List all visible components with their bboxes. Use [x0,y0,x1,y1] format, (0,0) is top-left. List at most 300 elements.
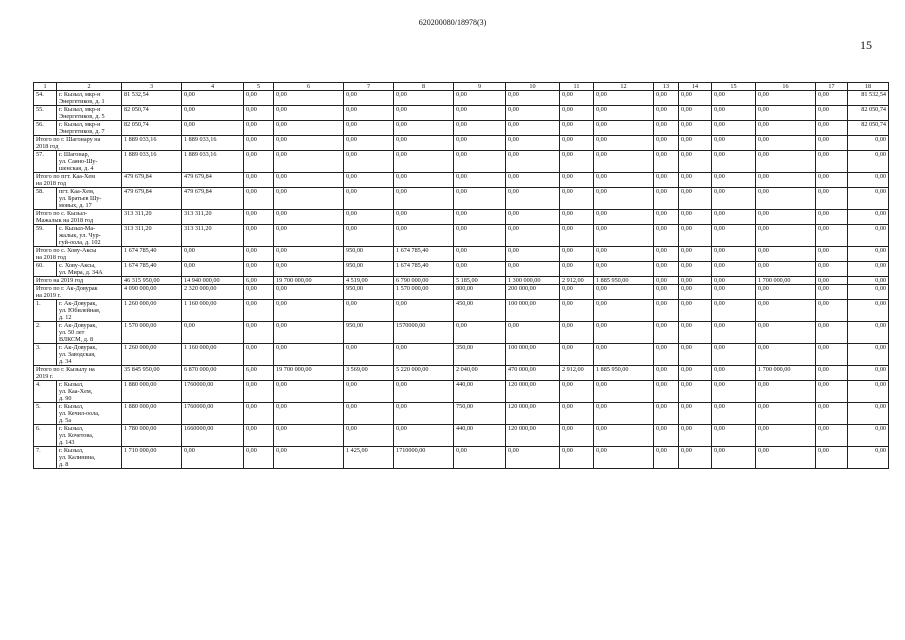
total-row [34,173,889,188]
value-cell: 0,00 [756,262,816,277]
value-cell: 0,00 [344,300,394,322]
value-cell: 0,00 [454,225,506,247]
value-cell: 0,00 [594,425,654,447]
cell-line: Энергетиков, д. 5 [59,113,105,120]
value-cell: 1 880 000,00 [122,403,182,425]
row-number-cell: 60. [34,262,57,277]
value-cell: 0,00 [848,381,889,403]
value-cell: 0,00 [244,91,274,106]
value-cell: 0,00 [654,403,679,425]
value-cell: 0,00 [594,188,654,210]
value-cell: 0,00 [679,121,712,136]
value-cell: 1 674 785,40 [394,262,454,277]
value-cell: 0,00 [344,173,394,188]
table-row [34,322,889,344]
value-cell: 0,00 [712,285,756,300]
value-cell: 0,00 [274,210,344,225]
value-cell: 35 845 950,00 [122,366,182,381]
value-cell: 0,00 [594,300,654,322]
row-number-cell: 3. [34,344,57,366]
value-cell: 313 311,20 [122,210,182,225]
value-cell: 0,00 [848,247,889,262]
value-cell: 0,00 [560,173,594,188]
value-cell: 0,00 [679,188,712,210]
value-cell: 0,00 [560,403,594,425]
header-cell: 3 [122,83,182,91]
table-row [34,91,889,106]
value-cell: 0,00 [274,447,344,469]
value-cell: 6 790 000,00 [394,277,454,285]
value-cell: 1 780 000,00 [122,425,182,447]
value-cell: 5 185,00 [454,277,506,285]
value-cell: 0,00 [816,188,848,210]
value-cell: 0,00 [454,136,506,151]
value-cell: 0,00 [712,188,756,210]
value-cell: 0,00 [454,121,506,136]
cell-line: на 2018 год [36,254,66,261]
value-cell: 0,00 [712,366,756,381]
value-cell: 0,00 [816,403,848,425]
value-cell: 0,00 [454,188,506,210]
value-cell: 0,00 [756,210,816,225]
value-cell: 0,00 [679,285,712,300]
header-cell: 1 [34,83,57,91]
value-cell: 100 000,00 [506,344,560,366]
value-cell: 0,00 [182,322,244,344]
value-cell: 0,00 [244,381,274,403]
value-cell: 0,00 [594,381,654,403]
header-cell: 2 [57,83,122,91]
cell-line: Итого по с. Хову-Аксы [36,247,97,254]
value-cell: 479 679,84 [182,173,244,188]
value-cell: 0,00 [506,210,560,225]
address-cell [57,403,122,425]
value-cell: 0,00 [756,225,816,247]
value-cell: 0,00 [848,366,889,381]
value-cell: 1 889 033,16 [182,151,244,173]
value-cell: 750,00 [454,403,506,425]
value-cell: 0,00 [654,322,679,344]
value-cell: 0,00 [712,447,756,469]
value-cell: 950,00 [344,322,394,344]
value-cell: 0,00 [244,447,274,469]
header-cell: 13 [654,83,679,91]
header-cell: 7 [344,83,394,91]
cell-line: Мажалык на 2018 год [36,217,94,224]
value-cell: 0,00 [344,225,394,247]
value-cell: 0,00 [654,344,679,366]
value-cell: 0,00 [594,262,654,277]
value-cell: 1 570 000,00 [122,322,182,344]
value-cell: 82 050,74 [848,121,889,136]
cell-line: с. Хову-Аксы, [59,262,96,269]
value-cell: 2 320 000,00 [182,285,244,300]
value-cell: 0,00 [394,188,454,210]
value-cell: 0,00 [712,403,756,425]
value-cell: 0,00 [594,285,654,300]
value-cell: 0,00 [816,173,848,188]
row-number-cell: 59. [34,225,57,247]
value-cell: 0,00 [712,225,756,247]
value-cell: 0,00 [244,300,274,322]
value-cell: 450,00 [454,300,506,322]
value-cell: 0,00 [394,425,454,447]
value-cell: 0,00 [506,247,560,262]
cell-line: ул. Братьев Шу- [59,195,102,202]
cell-line: мовых, д. 17 [59,202,92,209]
value-cell: 0,00 [712,247,756,262]
value-cell: 0,00 [654,210,679,225]
value-cell: 1 160 000,00 [182,300,244,322]
value-cell: 0,00 [712,121,756,136]
value-cell: 1760000,00 [182,403,244,425]
value-cell: 0,00 [182,262,244,277]
cell-line: ул. Юбилейная, [59,307,101,314]
cell-line: г. Ак-Довурак, [59,322,97,329]
value-cell: 0,00 [344,136,394,151]
value-cell: 0,00 [712,91,756,106]
row-number-cell: 58. [34,188,57,210]
value-cell: 0,00 [816,136,848,151]
value-cell: 0,00 [848,277,889,285]
value-cell: 0,00 [654,247,679,262]
value-cell: 0,00 [394,173,454,188]
cell-line: с. Кызыл-Ма- [59,225,96,232]
header-cell: 11 [560,83,594,91]
value-cell: 0,00 [344,151,394,173]
value-cell: 313 311,20 [122,225,182,247]
value-cell: 0,00 [560,247,594,262]
cell-line: ул. Саяно-Шу- [59,158,98,165]
table-row [34,151,889,173]
value-cell: 0,00 [848,300,889,322]
value-cell: 0,00 [560,300,594,322]
value-cell: 0,00 [344,210,394,225]
cell-line: д. 5а [59,417,72,424]
value-cell: 0,00 [394,403,454,425]
value-cell: 0,00 [594,403,654,425]
value-cell: 0,00 [274,403,344,425]
cell-line: жалык, ул. Чур- [59,232,101,239]
value-cell: 0,00 [712,425,756,447]
total-row [34,247,889,262]
cell-line: г. Кызыл, мкр-н [59,121,101,128]
value-cell: 0,00 [274,425,344,447]
header-cell: 15 [712,83,756,91]
value-cell: 14 940 000,00 [182,277,244,285]
value-cell: 0,00 [848,151,889,173]
value-cell: 0,00 [654,136,679,151]
value-cell: 0,00 [816,247,848,262]
value-cell: 0,00 [712,210,756,225]
value-cell: 1570000,00 [394,322,454,344]
value-cell: 0,00 [756,425,816,447]
value-cell: 0,00 [679,300,712,322]
value-cell: 0,00 [244,425,274,447]
value-cell: 0,00 [274,300,344,322]
value-cell: 0,00 [560,322,594,344]
value-cell: 0,00 [594,225,654,247]
value-cell: 0,00 [756,322,816,344]
value-cell: 0,00 [274,322,344,344]
value-cell: 4 090 000,00 [122,285,182,300]
value-cell: 0,00 [344,106,394,121]
address-cell [57,447,122,469]
value-cell: 0,00 [756,121,816,136]
value-cell: 1660000,00 [182,425,244,447]
value-cell: 0,00 [679,277,712,285]
value-cell: 0,00 [679,151,712,173]
value-cell: 0,00 [654,381,679,403]
value-cell: 0,00 [816,447,848,469]
value-cell: 82 050,74 [122,121,182,136]
value-cell: 0,00 [848,425,889,447]
value-cell: 313 311,20 [182,210,244,225]
value-cell: 100 000,00 [506,300,560,322]
value-cell: 0,00 [560,151,594,173]
table-row [34,300,889,322]
header-cell: 10 [506,83,560,91]
value-cell: 0,00 [679,262,712,277]
total-row [34,366,889,381]
value-cell: 0,00 [756,447,816,469]
value-cell: 0,00 [506,225,560,247]
value-cell: 0,00 [756,247,816,262]
value-cell: 0,00 [182,247,244,262]
value-cell: 0,00 [712,136,756,151]
table-row [34,121,889,136]
value-cell: 2 912,00 [560,277,594,285]
value-cell: 0,00 [679,91,712,106]
cell-line: г. Кызыл, мкр-н [59,91,101,98]
value-cell: 479 679,84 [182,188,244,210]
value-cell: 0,00 [594,344,654,366]
value-cell: 0,00 [244,403,274,425]
value-cell: 0,00 [344,344,394,366]
value-cell: 0,00 [182,91,244,106]
cell-line: Итого по г. Шагонару на [36,136,101,143]
value-cell: 0,00 [816,425,848,447]
value-cell: 0,00 [244,247,274,262]
value-cell: 479 679,84 [122,188,182,210]
value-cell: 0,00 [394,91,454,106]
value-cell: 0,00 [654,91,679,106]
value-cell: 0,00 [679,136,712,151]
total-label-cell [34,173,122,188]
value-cell: 0,00 [454,151,506,173]
value-cell: 0,00 [344,91,394,106]
value-cell: 1 889 033,16 [122,136,182,151]
value-cell: 0,00 [244,136,274,151]
value-cell: 950,00 [344,247,394,262]
value-cell: 0,00 [848,262,889,277]
value-cell: 0,00 [506,151,560,173]
address-cell [57,300,122,322]
value-cell: 0,00 [816,210,848,225]
value-cell: 0,00 [454,447,506,469]
value-cell: 120 000,00 [506,403,560,425]
value-cell: 6,00 [244,366,274,381]
value-cell: 1 889 033,16 [182,136,244,151]
address-cell [57,91,122,106]
value-cell: 0,00 [454,173,506,188]
value-cell: 0,00 [679,106,712,121]
value-cell: 0,00 [594,210,654,225]
value-cell: 0,00 [244,210,274,225]
value-cell: 1 674 785,40 [122,247,182,262]
value-cell: 0,00 [712,262,756,277]
value-cell: 0,00 [394,344,454,366]
row-number-cell: 6. [34,425,57,447]
value-cell: 479 679,84 [122,173,182,188]
value-cell: 0,00 [506,322,560,344]
value-cell: 0,00 [848,136,889,151]
value-cell: 200 000,00 [506,285,560,300]
value-cell: 0,00 [848,173,889,188]
value-cell: 0,00 [344,425,394,447]
value-cell: 0,00 [560,210,594,225]
total-row [34,285,889,300]
value-cell: 0,00 [560,225,594,247]
value-cell: 0,00 [394,381,454,403]
value-cell: 0,00 [344,188,394,210]
value-cell: 1710000,00 [394,447,454,469]
value-cell: 1 674 785,40 [394,247,454,262]
address-cell [57,381,122,403]
value-cell: 0,00 [712,381,756,403]
value-cell: 19 700 000,00 [274,277,344,285]
value-cell: 0,00 [182,121,244,136]
header-cell: 9 [454,83,506,91]
value-cell: 1 889 033,16 [122,151,182,173]
value-cell: 1 710 000,00 [122,447,182,469]
value-cell: 0,00 [244,188,274,210]
value-cell: 1 425,00 [344,447,394,469]
cell-line: г. Ак-Довурак, [59,344,97,351]
cell-line: на 2018 год [36,180,66,187]
cell-line: гуй-оола, д. 102 [59,239,101,246]
document-id: 620200080/18978(3) [418,18,487,27]
total-label-cell [34,247,122,262]
value-cell: 0,00 [679,322,712,344]
cell-line: Энергетиков, д. 1 [59,98,105,105]
value-cell: 0,00 [712,277,756,285]
value-cell: 0,00 [394,121,454,136]
value-cell: 0,00 [560,136,594,151]
address-cell [57,188,122,210]
value-cell: 1 700 000,00 [756,277,816,285]
value-cell: 0,00 [454,210,506,225]
value-cell: 0,00 [816,300,848,322]
value-cell: 0,00 [244,106,274,121]
value-cell: 0,00 [594,447,654,469]
value-cell: 0,00 [816,285,848,300]
value-cell: 0,00 [756,403,816,425]
value-cell: 0,00 [712,322,756,344]
value-cell: 0,00 [594,322,654,344]
value-cell: 0,00 [560,425,594,447]
value-cell: 0,00 [654,121,679,136]
value-cell: 0,00 [454,247,506,262]
value-cell: 0,00 [848,225,889,247]
value-cell: 0,00 [654,447,679,469]
value-cell: 0,00 [560,106,594,121]
value-cell: 350,00 [454,344,506,366]
value-cell: 440,00 [454,425,506,447]
value-cell: 0,00 [679,173,712,188]
header-cell: 16 [756,83,816,91]
cell-line: 2018 год [36,143,59,150]
value-cell: 0,00 [560,91,594,106]
value-cell: 0,00 [274,225,344,247]
value-cell: 0,00 [394,225,454,247]
value-cell: 0,00 [816,381,848,403]
value-cell: 0,00 [274,188,344,210]
value-cell: 0,00 [274,262,344,277]
value-cell: 0,00 [454,106,506,121]
cell-line: ул. Кочетова, [59,432,94,439]
cell-line: Итого по пгт. Каа-Хем [36,173,96,180]
address-cell [57,322,122,344]
address-cell [57,225,122,247]
value-cell: 0,00 [756,381,816,403]
value-cell: 0,00 [394,210,454,225]
table-row [34,381,889,403]
value-cell: 0,00 [679,381,712,403]
total-label-cell [34,285,122,300]
value-cell: 0,00 [594,247,654,262]
value-cell: 0,00 [244,322,274,344]
value-cell: 0,00 [654,188,679,210]
value-cell: 0,00 [816,121,848,136]
header-cell: 6 [274,83,344,91]
header-cell: 18 [848,83,889,91]
value-cell: 0,00 [274,136,344,151]
row-number-cell: 5. [34,403,57,425]
total-label-cell [34,136,122,151]
value-cell: 0,00 [712,151,756,173]
address-cell [57,151,122,173]
cell-line: ул. Кечил-оола, [59,410,100,417]
value-cell: 1760000,00 [182,381,244,403]
value-cell: 1 885 950,00 [594,366,654,381]
value-cell: 0,00 [816,151,848,173]
table-row [34,447,889,469]
value-cell: 0,00 [454,91,506,106]
cell-line: г. Кызыл, мкр-н [59,106,101,113]
value-cell: 46 315 950,00 [122,277,182,285]
value-cell: 0,00 [506,188,560,210]
total-label-cell [34,210,122,225]
cell-line: д. 8 [59,461,69,468]
value-cell: 950,00 [344,262,394,277]
value-cell: 0,00 [244,151,274,173]
header-cell: 17 [816,83,848,91]
value-cell: 0,00 [816,277,848,285]
value-cell: 0,00 [756,188,816,210]
value-cell: 0,00 [712,300,756,322]
value-cell: 0,00 [756,106,816,121]
row-number-cell: 4. [34,381,57,403]
value-cell: 0,00 [654,425,679,447]
cell-line: шенская, д. 4 [59,165,94,172]
value-cell: 0,00 [560,121,594,136]
value-cell: 1 160 000,00 [182,344,244,366]
cell-line: д. 34 [59,358,72,365]
value-cell: 0,00 [182,106,244,121]
value-cell: 0,00 [274,106,344,121]
value-cell: 0,00 [560,188,594,210]
